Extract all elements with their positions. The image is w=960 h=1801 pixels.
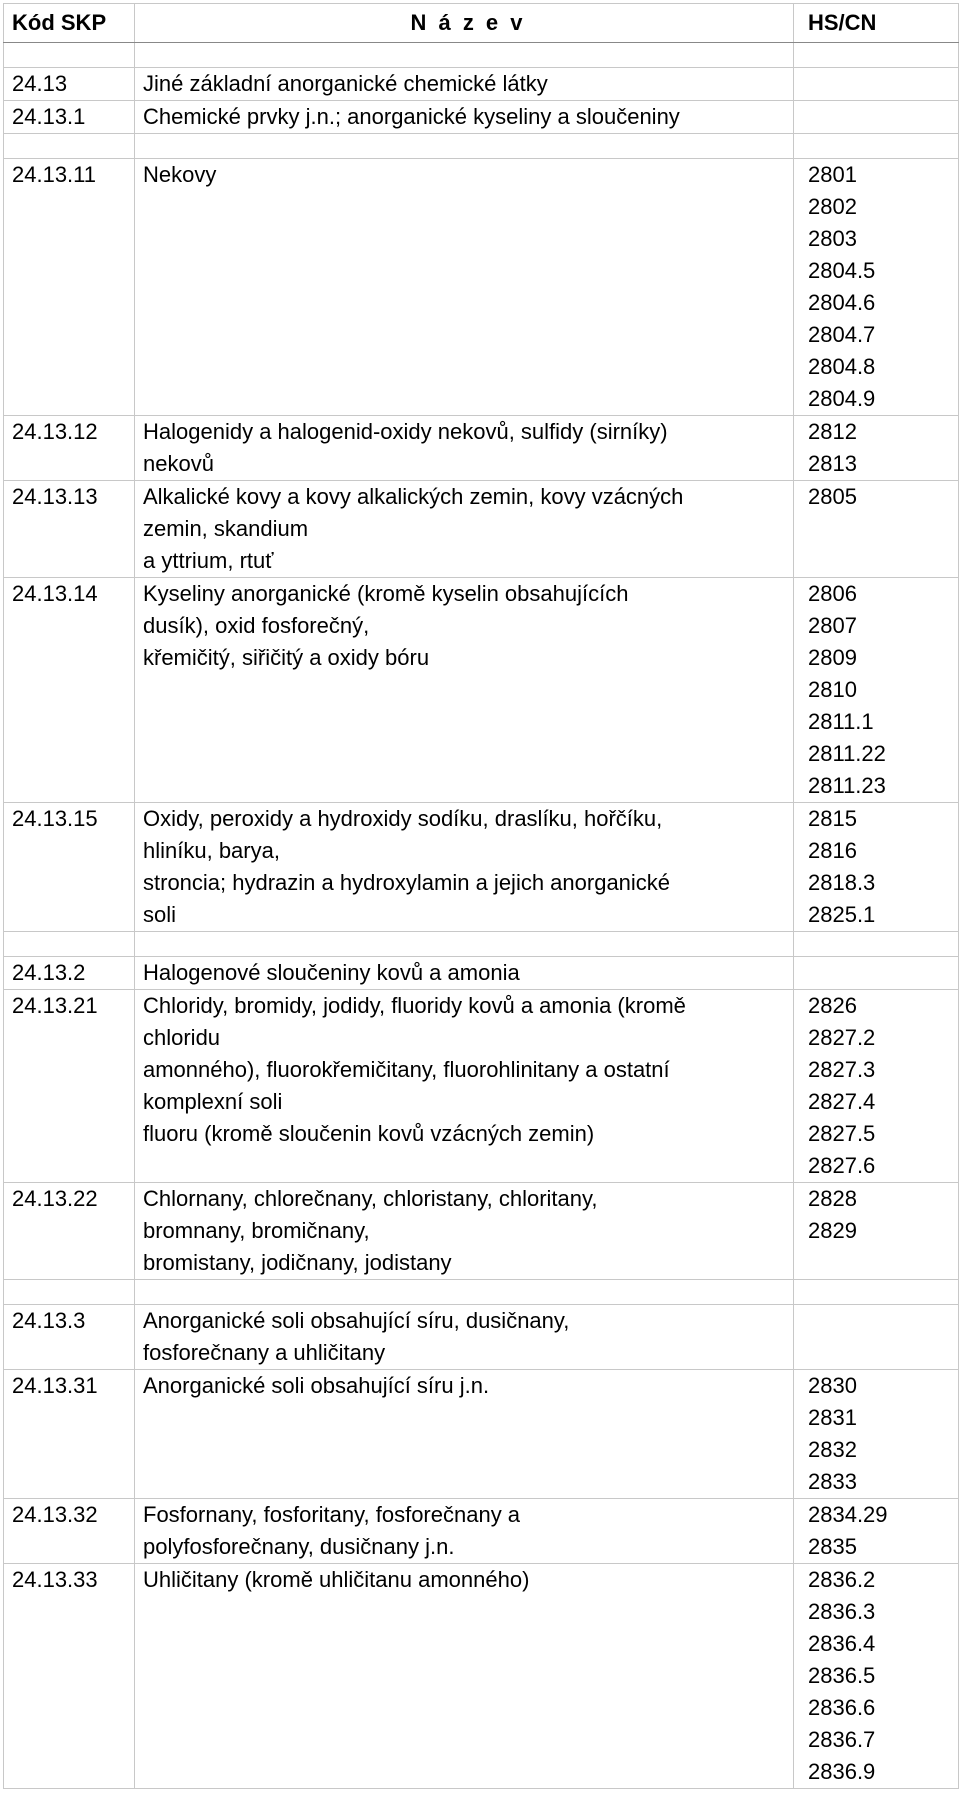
name-line: hliníku, barya,: [143, 838, 280, 863]
name-line: stroncia; hydrazin a hydroxylamin a jejich anorganické: [143, 870, 671, 895]
code-cell: 24.13.31: [4, 1370, 135, 1499]
table-row: [4, 416, 959, 481]
code-cell: 24.13.13: [4, 481, 135, 578]
hs-code: 2818.3: [808, 870, 876, 895]
name-line: polyfosforečnany, dusičnany j.n.: [143, 1534, 455, 1559]
name-line: fosforečnany a uhličitany: [143, 1340, 386, 1365]
name-line: nekovů: [143, 451, 214, 476]
name-cell: [135, 68, 794, 101]
hs-code: 2829: [808, 1218, 857, 1243]
name-line: Oxidy, peroxidy a hydroxidy sodíku, draslíku, hořčíku,: [143, 806, 663, 831]
blank-row: [4, 43, 959, 68]
hs-cell: [794, 159, 959, 416]
table-row: [4, 1564, 959, 1789]
hs-code: 2804.7: [808, 322, 876, 347]
name-cell: [135, 1183, 794, 1280]
hs-code: 2830: [808, 1373, 857, 1398]
hs-code: 2836.9: [808, 1759, 876, 1784]
empty-cell: [794, 932, 959, 957]
name-cell: [135, 990, 794, 1183]
table-row: [4, 481, 959, 578]
name-line: Anorganické soli obsahující síru j.n.: [143, 1373, 490, 1398]
hs-cell: [794, 68, 959, 101]
code-cell: 24.13.11: [4, 159, 135, 416]
empty-cell: [4, 932, 135, 957]
hs-code: 2831: [808, 1405, 857, 1430]
hs-code: 2802: [808, 194, 857, 219]
hs-cell: [794, 1564, 959, 1789]
name-cell: [135, 481, 794, 578]
hs-code: 2836.7: [808, 1727, 876, 1752]
hs-cell: [794, 990, 959, 1183]
name-line: Nekovy: [143, 162, 217, 187]
table-header: [4, 4, 959, 43]
hs-cell: [794, 1305, 959, 1370]
hs-cell: [794, 416, 959, 481]
name-line: bromistany, jodičnany, jodistany: [143, 1250, 452, 1275]
empty-cell: [794, 134, 959, 159]
header-code: Kód SKP: [4, 4, 135, 43]
header-name: N á z e v: [135, 4, 794, 43]
name-cell: [135, 159, 794, 416]
hs-code: 2801: [808, 162, 857, 187]
code-cell: 24.13.2: [4, 957, 135, 990]
name-line: Anorganické soli obsahující síru, dusičnany,: [143, 1308, 570, 1333]
hs-code: 2836.5: [808, 1663, 876, 1688]
table-row: [4, 1305, 959, 1370]
hs-code: 2804.6: [808, 290, 876, 315]
name-line: zemin, skandium: [143, 516, 309, 541]
name-cell: [135, 957, 794, 990]
hs-code: 2806: [808, 581, 857, 606]
name-cell: [135, 1499, 794, 1564]
name-line: soli: [143, 902, 177, 927]
hs-cell: [794, 957, 959, 990]
name-line: dusík), oxid fosforečný,: [143, 613, 370, 638]
name-cell: [135, 578, 794, 803]
code-cell: 24.13: [4, 68, 135, 101]
hs-code: 2813: [808, 451, 857, 476]
name-line: chloridu: [143, 1025, 221, 1050]
hs-code: 2827.6: [808, 1153, 876, 1178]
name-cell: [135, 1305, 794, 1370]
header-row: [4, 4, 959, 43]
hs-code: 2816: [808, 838, 857, 863]
table-row: [4, 101, 959, 134]
blank-row: [4, 932, 959, 957]
hs-code: 2836.4: [808, 1631, 876, 1656]
hs-code: 2827.5: [808, 1121, 876, 1146]
name-line: komplexní soli: [143, 1089, 283, 1114]
hs-code: 2836.3: [808, 1599, 876, 1624]
empty-cell: [794, 43, 959, 68]
hs-code: 2825.1: [808, 902, 876, 927]
hs-cell: [794, 578, 959, 803]
classification-table: [3, 3, 959, 1789]
hs-code: 2834.29: [808, 1502, 888, 1527]
table-body: [4, 43, 959, 1789]
name-line: Halogenové sloučeniny kovů a amonia: [143, 960, 520, 985]
hs-code: 2833: [808, 1469, 857, 1494]
table-row: [4, 68, 959, 101]
blank-row: [4, 1280, 959, 1305]
empty-cell: [135, 134, 794, 159]
hs-code: 2832: [808, 1437, 857, 1462]
name-line: Kyseliny anorganické (kromě kyselin obsahujících: [143, 581, 629, 606]
hs-code: 2807: [808, 613, 857, 638]
hs-code: 2810: [808, 677, 857, 702]
name-line: a yttrium, rtuť: [143, 548, 274, 573]
hs-cell: [794, 1183, 959, 1280]
empty-cell: [4, 43, 135, 68]
hs-code: 2815: [808, 806, 857, 831]
table-row: [4, 1370, 959, 1499]
name-cell: [135, 803, 794, 932]
table-row: [4, 159, 959, 416]
code-cell: 24.13.21: [4, 990, 135, 1183]
hs-code: 2826: [808, 993, 857, 1018]
table-row: [4, 1499, 959, 1564]
hs-code: 2828: [808, 1186, 857, 1211]
hs-code: 2827.2: [808, 1025, 876, 1050]
empty-cell: [135, 43, 794, 68]
table-row: [4, 1183, 959, 1280]
table-row: [4, 578, 959, 803]
hs-code: 2812: [808, 419, 857, 444]
hs-cell: [794, 101, 959, 134]
name-line: fluoru (kromě sloučenin kovů vzácných zemin): [143, 1121, 595, 1146]
hs-code: 2811.22: [808, 741, 886, 766]
name-line: Chemické prvky j.n.; anorganické kyseliny a sloučeniny: [143, 104, 680, 129]
code-cell: 24.13.22: [4, 1183, 135, 1280]
header-hs: HS/CN: [794, 4, 959, 43]
hs-code: 2805: [808, 484, 857, 509]
hs-code: 2827.4: [808, 1089, 876, 1114]
name-line: Chlornany, chlorečnany, chloristany, chloritany,: [143, 1186, 598, 1211]
name-line: Fosfornany, fosforitany, fosforečnany a: [143, 1502, 521, 1527]
hs-cell: [794, 481, 959, 578]
name-cell: [135, 1370, 794, 1499]
name-line: křemičitý, siřičitý a oxidy bóru: [143, 645, 430, 670]
empty-cell: [4, 1280, 135, 1305]
empty-cell: [4, 134, 135, 159]
name-line: Jiné základní anorganické chemické látky: [143, 71, 548, 96]
table-row: [4, 803, 959, 932]
code-cell: 24.13.3: [4, 1305, 135, 1370]
name-cell: [135, 416, 794, 481]
name-cell: [135, 101, 794, 134]
hs-code: 2804.9: [808, 386, 876, 411]
hs-cell: [794, 803, 959, 932]
code-cell: 24.13.33: [4, 1564, 135, 1789]
code-cell: 24.13.14: [4, 578, 135, 803]
hs-code: 2811.23: [808, 773, 886, 798]
name-line: Chloridy, bromidy, jodidy, fluoridy kovů a amonia (kromě: [143, 993, 686, 1018]
hs-cell: [794, 1499, 959, 1564]
table-row: [4, 957, 959, 990]
table-row: [4, 990, 959, 1183]
code-cell: 24.13.12: [4, 416, 135, 481]
hs-code: 2835: [808, 1534, 857, 1559]
hs-code: 2803: [808, 226, 857, 251]
name-line: Alkalické kovy a kovy alkalických zemin, kovy vzácných: [143, 484, 684, 509]
code-cell: 24.13.1: [4, 101, 135, 134]
code-cell: 24.13.15: [4, 803, 135, 932]
hs-code: 2811.1: [808, 709, 874, 734]
name-line: Halogenidy a halogenid-oxidy nekovů, sulfidy (sirníky): [143, 419, 668, 444]
empty-cell: [794, 1280, 959, 1305]
hs-code: 2804.8: [808, 354, 876, 379]
hs-code: 2804.5: [808, 258, 876, 283]
empty-cell: [135, 1280, 794, 1305]
empty-cell: [135, 932, 794, 957]
name-cell: [135, 1564, 794, 1789]
name-line: amonného), fluorokřemičitany, fluorohlinitany a ostatní: [143, 1057, 670, 1082]
name-line: bromnany, bromičnany,: [143, 1218, 370, 1243]
code-cell: 24.13.32: [4, 1499, 135, 1564]
hs-code: 2836.2: [808, 1567, 876, 1592]
hs-code: 2836.6: [808, 1695, 876, 1720]
hs-cell: [794, 1370, 959, 1499]
hs-code: 2827.3: [808, 1057, 876, 1082]
hs-code: 2809: [808, 645, 857, 670]
name-line: Uhličitany (kromě uhličitanu amonného): [143, 1567, 530, 1592]
blank-row: [4, 134, 959, 159]
